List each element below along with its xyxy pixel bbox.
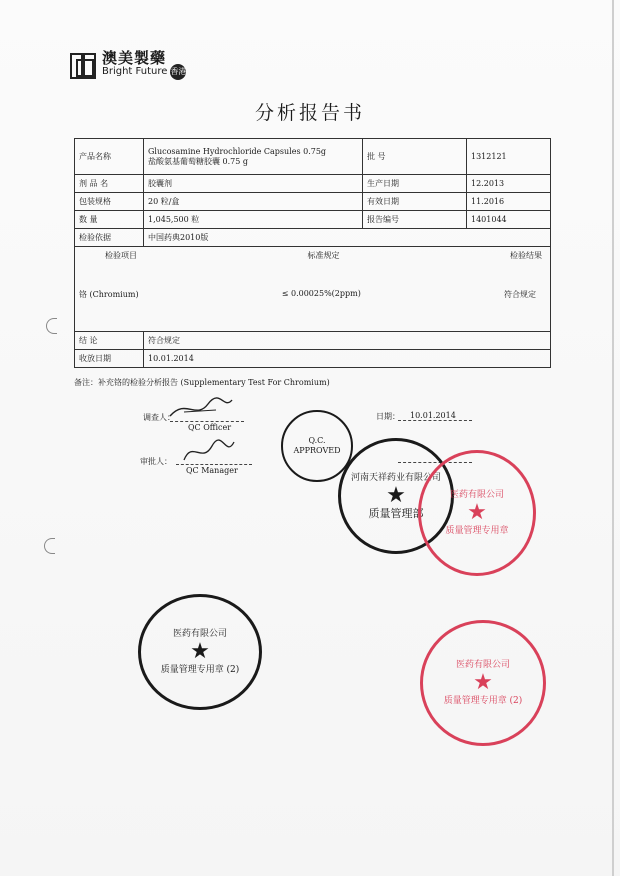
report-no-value: 1401044 xyxy=(467,211,551,229)
report-title: 分析报告书 xyxy=(254,102,365,124)
batch-label: 批 号 xyxy=(363,139,467,175)
col-item-header: 检验项目 xyxy=(105,251,137,260)
date-line xyxy=(398,420,472,421)
conclusion-value: 符合规定 xyxy=(144,332,551,350)
pharma-quality-stamp-black: 医药有限公司 ★ 质量管理专用章 (2) xyxy=(138,594,262,710)
report-no-label: 报告编号 xyxy=(363,211,467,229)
qc-manager-caption: QC Manager xyxy=(186,466,238,475)
logo-mark-icon xyxy=(70,53,96,79)
test-item: 铬 (Chromium) xyxy=(79,290,139,299)
reviewer-signature xyxy=(166,396,236,422)
exp-date-label: 有效日期 xyxy=(363,193,467,211)
logo-english-name: Bright Future 香港 xyxy=(102,64,186,80)
quantity-label: 数 量 xyxy=(75,211,144,229)
exp-date-value: 11.2016 xyxy=(467,193,551,211)
company-quality-stamp-black: 河南天祥药业有限公司 ★ 质量管理部 xyxy=(338,438,454,554)
punch-hole-mark xyxy=(46,318,57,334)
company-quality-stamp-red: 医药有限公司 ★ 质量管理专用章 xyxy=(418,450,536,576)
star-icon: ★ xyxy=(386,483,406,508)
col-spec-header: 标准规定 xyxy=(307,251,340,260)
approver-signature xyxy=(178,436,238,466)
reviewer-label: 调查人： xyxy=(143,413,175,422)
product-name-value: Glucosamine Hydrochloride Capsules 0.75g 盐酸氨基葡萄糖胶囊 0.75 g xyxy=(144,139,363,175)
pack-spec-value: 20 粒/盒 xyxy=(144,193,363,211)
batch-value: 1312121 xyxy=(467,139,551,175)
reviewer-line xyxy=(170,421,244,422)
product-name-label: 产品名称 xyxy=(75,139,144,175)
date-label: 日期： xyxy=(376,412,400,421)
issue-date-label: 收放日期 xyxy=(75,350,144,368)
supplement-note: 备注：补充铬的检验分析报告 (Supplementary Test For Chromium) xyxy=(74,378,330,387)
mfg-date-label: 生产日期 xyxy=(363,175,467,193)
dosage-value: 胶囊剂 xyxy=(144,175,363,193)
star-icon: ★ xyxy=(473,670,493,695)
issue-date-value: 10.01.2014 xyxy=(144,350,551,368)
punch-hole-mark xyxy=(44,538,55,554)
col-result-header: 检验结果 xyxy=(510,251,542,260)
mfg-date-value: 12.2013 xyxy=(467,175,551,193)
pharma-quality-stamp-red: 医药有限公司 ★ 质量管理专用章 (2) xyxy=(420,620,546,746)
pack-spec-label: 包装规格 xyxy=(75,193,144,211)
star-icon: ★ xyxy=(467,500,487,525)
report-table xyxy=(74,138,551,368)
company-logo xyxy=(70,49,187,80)
quantity-value: 1,045,500 粒 xyxy=(144,211,363,229)
scan-edge xyxy=(612,0,614,876)
test-spec: ≤ 0.00025%(2ppm) xyxy=(281,289,361,298)
test-results-block xyxy=(75,247,551,332)
qc-officer-caption: QC Officer xyxy=(188,423,232,432)
basis-value: 中国药典2010版 xyxy=(144,229,551,247)
star-icon: ★ xyxy=(190,639,210,664)
qc-approved-stamp: Q.C. APPROVED xyxy=(281,410,353,482)
test-result: 符合规定 xyxy=(504,290,536,299)
basis-label: 检验依据 xyxy=(75,229,144,247)
approver-line xyxy=(176,464,252,465)
logo-badge: 香港 xyxy=(170,64,186,80)
date-value: 10.01.2014 xyxy=(410,411,456,420)
conclusion-label: 结 论 xyxy=(75,332,144,350)
dosage-label: 剂 品 名 xyxy=(75,175,144,193)
approver-label: 审批人： xyxy=(140,457,172,466)
logo-chinese-name: 澳美製藥 xyxy=(102,49,167,67)
